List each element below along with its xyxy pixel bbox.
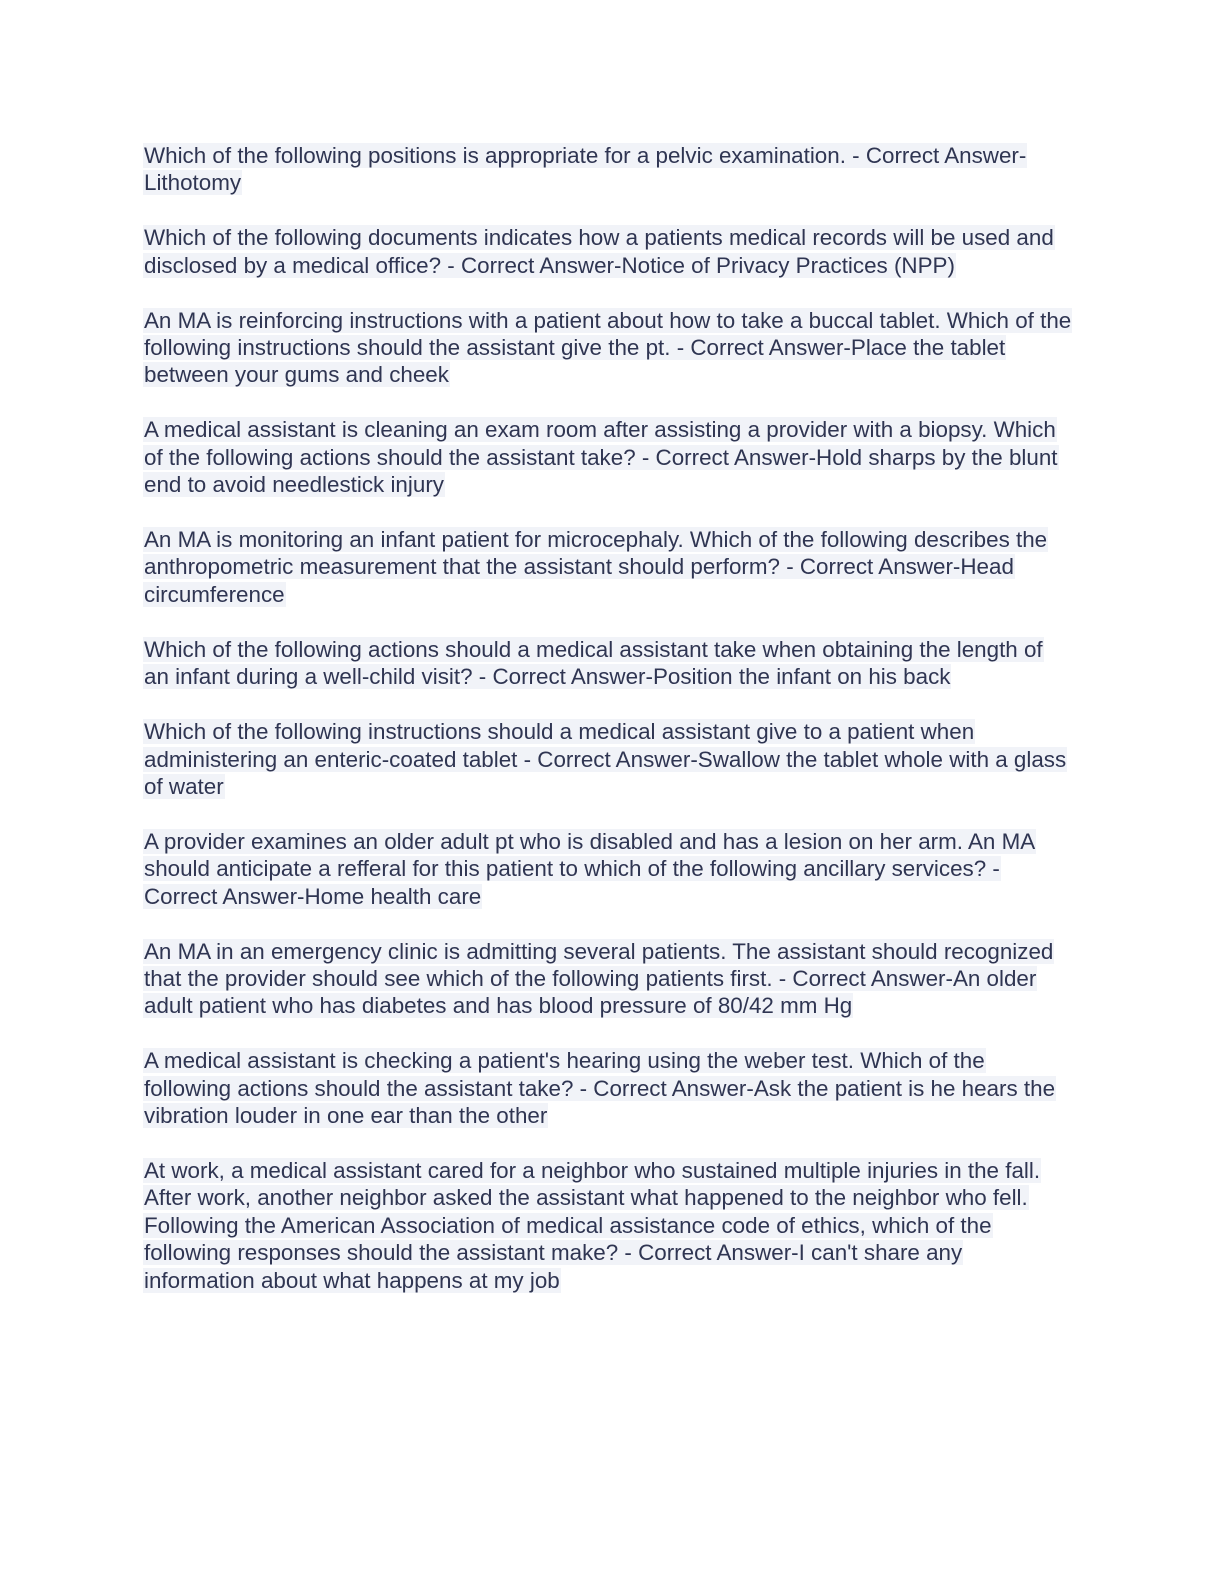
qa-item-11 bbox=[143, 1157, 1073, 1294]
qa-item-text: Which of the following positions is appropriate for a pelvic examination. - Correct Answer-Lithotomy bbox=[144, 143, 1027, 196]
qa-item-1 bbox=[143, 142, 1073, 197]
qa-item-4 bbox=[143, 416, 1073, 498]
qa-item-text: A provider examines an older adult pt who is disabled and has a lesion on her arm. An MA should anticipate a refferal for this patient to which of the following ancillary services? - Correct Answer-Home health care bbox=[144, 828, 1036, 909]
qa-item-text: At work, a medical assistant cared for a neighbor who sustained multiple injuries in the fall. After work, another neighbor asked the assistant what happened to the neighbor who fell. Following the American Association of medical assistance code of ethics, which of the following responses should the assistant make? - Correct Answer-I can't share any information about what happens at my job bbox=[144, 1157, 1041, 1293]
qa-item-text: An MA is monitoring an infant patient for microcephaly. Which of the following describes the anthropometric measurement that the assistant should perform? - Correct Answer-Head circumference bbox=[144, 527, 1048, 607]
qa-item-text: A medical assistant is checking a patient's hearing using the weber test. Which of the following actions should the assistant take? - Correct Answer-Ask the patient is he hears the vibration louder in one ear than the other bbox=[144, 1048, 1056, 1129]
qa-list bbox=[143, 142, 1073, 1322]
qa-item-text: An MA is reinforcing instructions with a patient about how to take a buccal tablet. Which of the following instructions should the assistant give the pt. - Correct Answer-Place the tablet between your gums and cheek bbox=[144, 307, 1072, 388]
qa-item-3 bbox=[143, 307, 1073, 389]
qa-item-text: An MA in an emergency clinic is admitting several patients. The assistant should recognized that the provider should see which of the following patients first. - Correct Answer-An older adult patient who has diabetes and has blood pressure of 80/42 mm Hg bbox=[144, 938, 1054, 1019]
qa-item-10 bbox=[143, 1047, 1073, 1129]
qa-item-6 bbox=[143, 636, 1073, 691]
qa-item-text: Which of the following documents indicates how a patients medical records will be used and disclosed by a medical office? - Correct Answer-Notice of Privacy Practices (NPP) bbox=[144, 225, 1054, 278]
qa-item-9 bbox=[143, 938, 1073, 1020]
qa-item-7 bbox=[143, 718, 1073, 800]
qa-item-2 bbox=[143, 224, 1073, 279]
qa-item-text: Which of the following instructions should a medical assistant give to a patient when administering an enteric-coated tablet - Correct Answer-Swallow the tablet whole with a glass of water bbox=[144, 719, 1067, 799]
qa-item-text: Which of the following actions should a medical assistant take when obtaining the length of an infant during a well-child visit? - Correct Answer-Position the infant on his back bbox=[144, 636, 1043, 690]
qa-item-text: A medical assistant is cleaning an exam room after assisting a provider with a biopsy. Which of the following actions should the assistant take? - Correct Answer-Hold sharps by the blunt end to avoid needlestick injury bbox=[144, 417, 1058, 498]
qa-item-5 bbox=[143, 526, 1073, 608]
qa-item-8 bbox=[143, 828, 1073, 910]
